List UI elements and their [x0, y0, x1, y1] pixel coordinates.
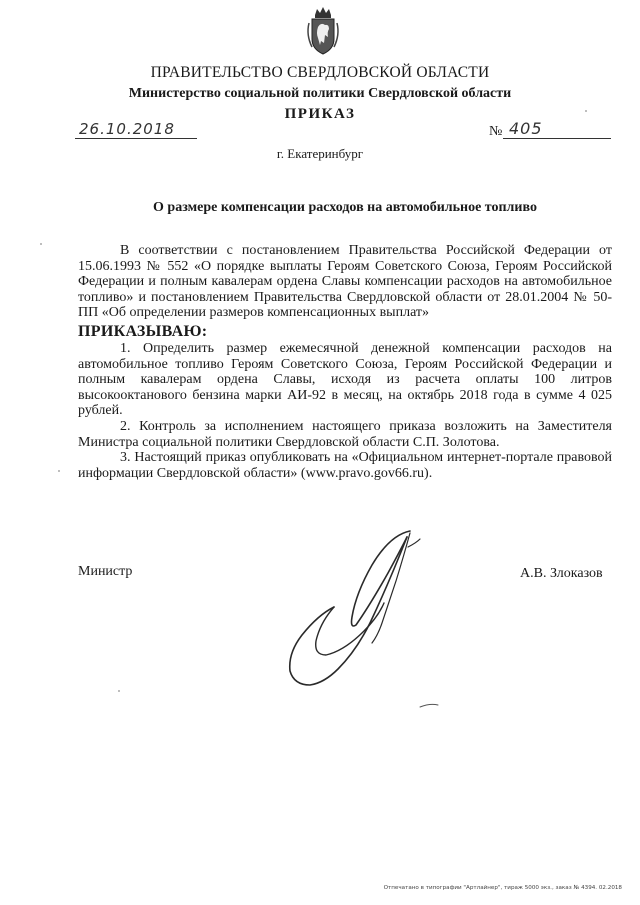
signer-name: А.В. Злоказов	[520, 566, 603, 581]
print-footer: Отпечатано в типографии "Артлайнер", тираж 5000 экз., заказ № 4394. 02.2018	[383, 885, 622, 891]
document-type: ПРИКАЗ	[284, 106, 356, 122]
ministry-title: Министерство социальной политики Свердловской области	[128, 86, 512, 101]
scan-speck	[118, 690, 120, 692]
handwritten-signature	[260, 525, 460, 715]
document-subject: О размере компенсации расходов на автомобильное топливо	[153, 200, 537, 215]
document-body	[78, 243, 612, 481]
order-item-3: 3. Настоящий приказ опубликовать на «Официальном интернет-портале правовой информации Свердловской области» (www.pravo.gov66.ru).	[78, 450, 612, 481]
order-number: 405	[509, 119, 543, 138]
order-item-1: 1. Определить размер ежемесячной денежной компенсации расходов на автомобильное топливо Героям Советского Союза, Героям Российской Федерации и полным кавалерам ордена Славы, исходя из расчета оплаты 100 литров высокооктанового бензина марки АИ-92 в месяц, на октябрь 2018 года в сумме 4 025 рублей.	[78, 340, 612, 419]
date-field	[75, 120, 197, 139]
government-title: ПРАВИТЕЛЬСТВО СВЕРДЛОВСКОЙ ОБЛАСТИ	[150, 64, 490, 81]
coat-of-arms-icon	[303, 5, 343, 57]
scan-speck	[585, 110, 587, 112]
order-date: 26.10.2018	[79, 120, 175, 138]
scan-speck	[40, 243, 42, 245]
city: г. Екатеринбург	[276, 146, 364, 161]
signer-title: Министр	[78, 564, 133, 579]
scan-speck	[58, 470, 60, 472]
number-label: №	[489, 124, 503, 139]
order-item-2: 2. Контроль за исполнением настоящего приказа возложить на Заместителя Министра социальной политики Свердловской области С.П. Золотова.	[78, 418, 612, 450]
preamble: В соответствии с постановлением Правительства Российской Федерации от 15.06.1993 № 552 «О порядке выплаты Героям Советского Союза, Героям Российской Федерации и полным кавалерам ордена Славы компенсации расходов на автомобильное топливо» и постановлением Правительства Свердловской области от 28.01.2004 № 50-ПП «Об определении размеров компенсационных выплат»	[78, 243, 612, 321]
order-word: ПРИКАЗЫВАЮ:	[78, 322, 208, 340]
number-field	[503, 120, 611, 139]
